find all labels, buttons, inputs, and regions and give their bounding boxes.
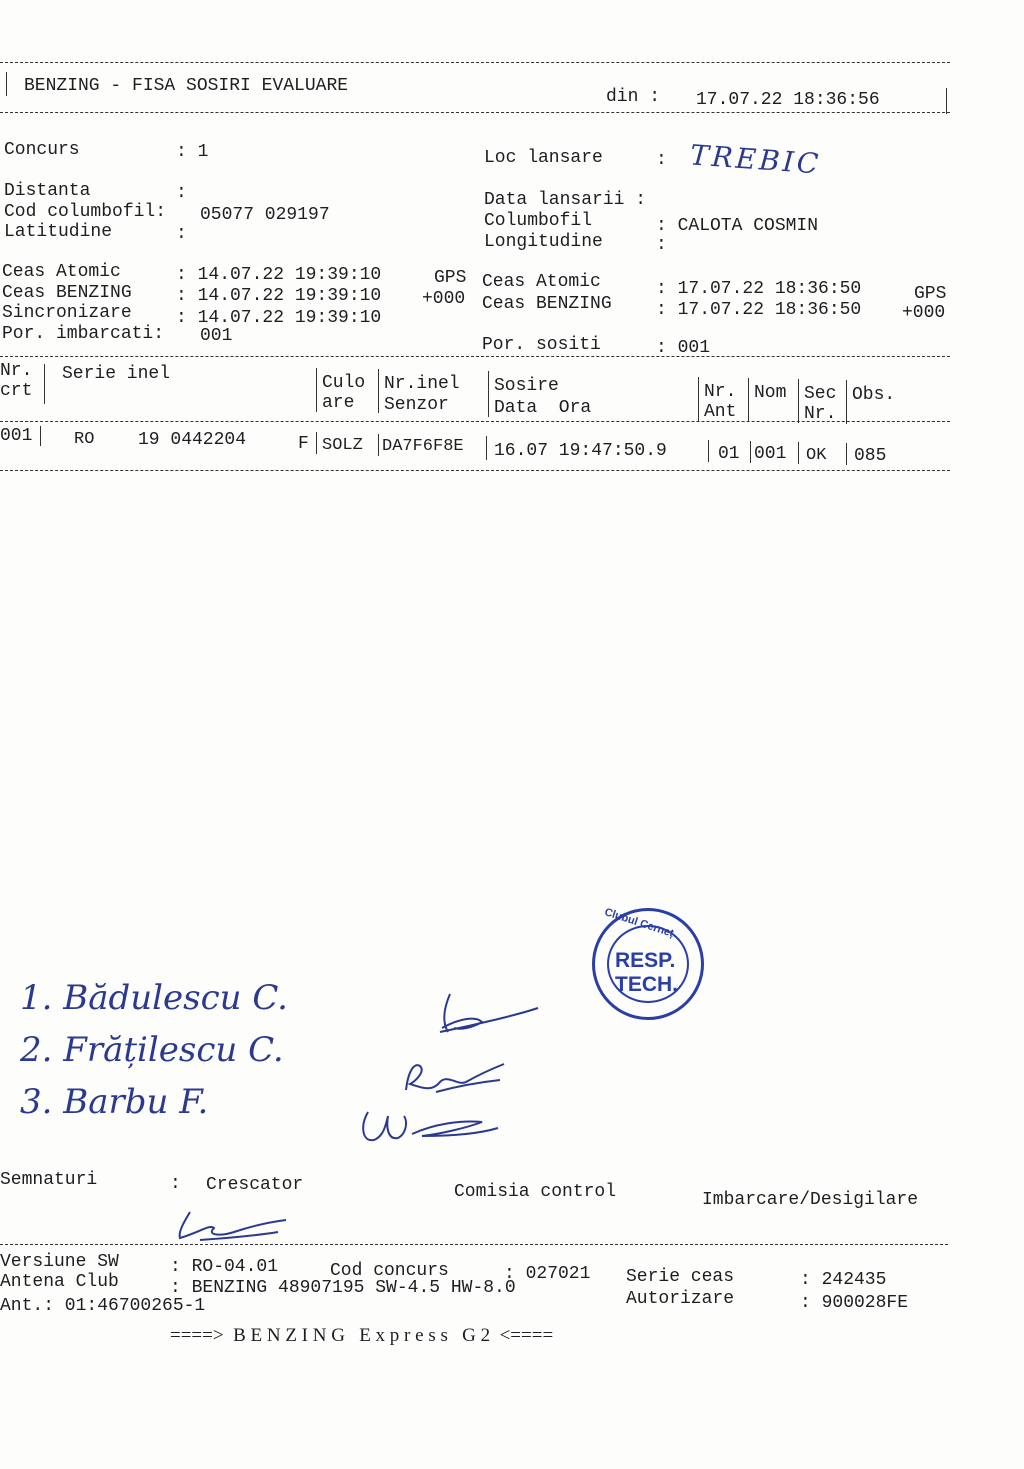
signature-3 xyxy=(356,1104,516,1150)
col-sep xyxy=(748,378,749,422)
col-sep xyxy=(798,379,799,423)
serie-ceas-value: : 242435 xyxy=(800,1270,887,1290)
col-sep xyxy=(40,426,41,446)
row-country: RO xyxy=(74,430,95,449)
col-sep xyxy=(316,368,317,412)
crescator-label: Crescator xyxy=(206,1175,304,1195)
row-serie: 19 0442204 xyxy=(138,430,247,450)
handwritten-name-2: 2. Frățilescu C. xyxy=(20,1030,284,1070)
imbarcare-desigilare-label: Imbarcare/Desigilare xyxy=(702,1190,919,1210)
col-sep xyxy=(486,436,487,460)
concurs-value: : 1 xyxy=(176,142,209,162)
data-lansarii-label: Data lansarii : xyxy=(484,190,647,210)
ceas-atomic-arrival-gps: GPS xyxy=(914,284,947,304)
signature-2 xyxy=(396,1052,516,1100)
table-top-border xyxy=(0,356,950,357)
versiune-sw-label: Versiune SW xyxy=(0,1252,119,1272)
col-sep xyxy=(488,371,489,417)
col-sep xyxy=(846,380,847,424)
distanta-label: Distanta xyxy=(4,181,91,201)
row-sec: OK xyxy=(806,446,827,465)
columbofil-label: Columbofil xyxy=(484,211,593,231)
sincronizare-value: : 14.07.22 19:39:10 xyxy=(176,308,382,328)
document-title: BENZING - FISA SOSIRI EVALUARE xyxy=(24,76,349,96)
imbarcati-value: 001 xyxy=(200,326,233,346)
handwritten-name-3: 3. Barbu F. xyxy=(20,1082,209,1122)
ceas-benzing-start-offset: +000 xyxy=(422,289,466,309)
col-nom-header: Nom xyxy=(754,383,787,403)
ceas-benzing-start-label: Ceas BENZING xyxy=(2,283,132,303)
ceas-benzing-arrival-value: : 17.07.22 18:36:50 xyxy=(656,300,862,320)
col-sep xyxy=(44,364,45,404)
table-header-bottom-border xyxy=(0,421,950,422)
club-stamp xyxy=(592,908,704,1020)
sositi-value: : 001 xyxy=(656,338,711,358)
row-obs: 085 xyxy=(854,446,887,466)
signature-1 xyxy=(420,988,550,1040)
header-date-value: 17.07.22 18:36:56 xyxy=(696,90,880,110)
cod-concurs-label: Cod concurs xyxy=(330,1261,449,1281)
sincronizare-label: Sincronizare xyxy=(2,303,132,323)
col-sep xyxy=(846,443,847,465)
serie-ceas-label: Serie ceas xyxy=(626,1267,735,1287)
longitudine-colon: : xyxy=(656,235,667,255)
ceas-benzing-arrival-label: Ceas BENZING xyxy=(482,294,612,314)
crescator-signature xyxy=(170,1208,300,1248)
semnaturi-label: Semnaturi xyxy=(0,1170,98,1190)
cod-concurs-value: : 027021 xyxy=(504,1264,591,1284)
table-bottom-border xyxy=(0,470,950,471)
autorizare-label: Autorizare xyxy=(626,1289,735,1309)
col-senzor-header-2: Senzor xyxy=(384,395,449,415)
versiune-sw-value: : RO-04.01 xyxy=(170,1257,279,1277)
col-culoare-header-1: Culo xyxy=(322,373,366,393)
header-right-border xyxy=(946,88,947,114)
row-nom: 001 xyxy=(754,444,787,464)
columbofil-value: : CALOTA COSMIN xyxy=(656,216,819,236)
stamp-ring-text: Clubul Cerneț xyxy=(602,906,676,940)
col-sep xyxy=(316,432,317,454)
row-sex: F xyxy=(298,434,309,454)
row-culoare: SOLZ xyxy=(322,436,363,455)
ceas-benzing-start-value: : 14.07.22 19:39:10 xyxy=(176,286,382,306)
row-senzor: DA7F6F8E xyxy=(382,437,464,456)
benzing-express-banner: ====> B E N Z I N G E x p r e s s G 2 <==== xyxy=(170,1325,554,1346)
semnaturi-colon: : xyxy=(170,1174,181,1194)
autorizare-value: : 900028FE xyxy=(800,1293,909,1313)
sositi-label: Por. sositi xyxy=(482,335,601,355)
loc-lansare-colon: : xyxy=(656,150,667,170)
col-sec-header-2: Nr. xyxy=(804,404,837,424)
footer-top-border xyxy=(0,1244,948,1245)
ceas-benzing-arrival-offset: +000 xyxy=(902,303,946,323)
longitudine-label: Longitudine xyxy=(484,232,603,252)
imbarcati-label: Por. imbarcati: xyxy=(2,324,165,344)
header-left-border xyxy=(6,72,7,96)
ceas-atomic-start-value: : 14.07.22 19:39:10 xyxy=(176,265,382,285)
col-senzor-header-1: Nr.inel xyxy=(384,374,460,394)
col-sosire-header-1: Sosire xyxy=(494,376,559,396)
stamp-line-2: TECH. xyxy=(615,973,678,996)
header-bottom-border xyxy=(0,112,950,113)
col-nr-crt-header-1: Nr. xyxy=(0,361,33,381)
col-sosire-header-2: Data Ora xyxy=(494,398,592,418)
comisia-control-label: Comisia control xyxy=(454,1182,617,1202)
col-culoare-header-2: are xyxy=(322,393,355,413)
col-sep xyxy=(698,377,699,421)
cod-columbofil-label: Cod columbofil: xyxy=(4,202,167,222)
concurs-label: Concurs xyxy=(4,140,80,160)
row-nr: 001 xyxy=(0,426,33,446)
handwritten-name-1: 1. Bădulescu C. xyxy=(20,978,288,1018)
stamp-line-1: RESP. xyxy=(615,949,676,972)
antena-number: Ant.: 01:46700265-1 xyxy=(0,1296,206,1316)
ceas-atomic-arrival-value: : 17.07.22 18:36:50 xyxy=(656,279,862,299)
ceas-atomic-arrival-label: Ceas Atomic xyxy=(482,272,601,292)
distanta-colon: : xyxy=(176,183,187,203)
col-serie-inel-header: Serie inel xyxy=(62,364,171,384)
ceas-atomic-start-label: Ceas Atomic xyxy=(2,262,121,282)
loc-lansare-handwritten: TREBIC xyxy=(689,138,823,181)
ceas-atomic-start-gps: GPS xyxy=(434,268,467,288)
latitudine-colon: : xyxy=(176,224,187,244)
header-top-border xyxy=(0,62,950,63)
row-nr-ant: 01 xyxy=(718,444,740,464)
row-sosire: 16.07 19:47:50.9 xyxy=(494,441,667,461)
col-nr-ant-header-1: Nr. xyxy=(704,382,737,402)
loc-lansare-label: Loc lansare xyxy=(484,148,603,168)
antena-club-value: : BENZING 48907195 SW-4.5 HW-8.0 xyxy=(170,1278,516,1298)
col-sep xyxy=(798,442,799,464)
col-sep xyxy=(378,369,379,413)
col-sep xyxy=(750,441,751,463)
col-sep xyxy=(378,434,379,456)
header-date-label: din : xyxy=(606,87,661,107)
latitudine-label: Latitudine xyxy=(4,222,113,242)
antena-club-label: Antena Club xyxy=(0,1272,119,1292)
col-obs-header: Obs. xyxy=(852,385,896,405)
col-sec-header-1: Sec xyxy=(804,384,837,404)
col-nr-crt-header-2: crt xyxy=(0,381,33,401)
col-sep xyxy=(708,440,709,462)
cod-columbofil-value: 05077 029197 xyxy=(200,205,330,225)
col-nr-ant-header-2: Ant xyxy=(704,402,737,422)
